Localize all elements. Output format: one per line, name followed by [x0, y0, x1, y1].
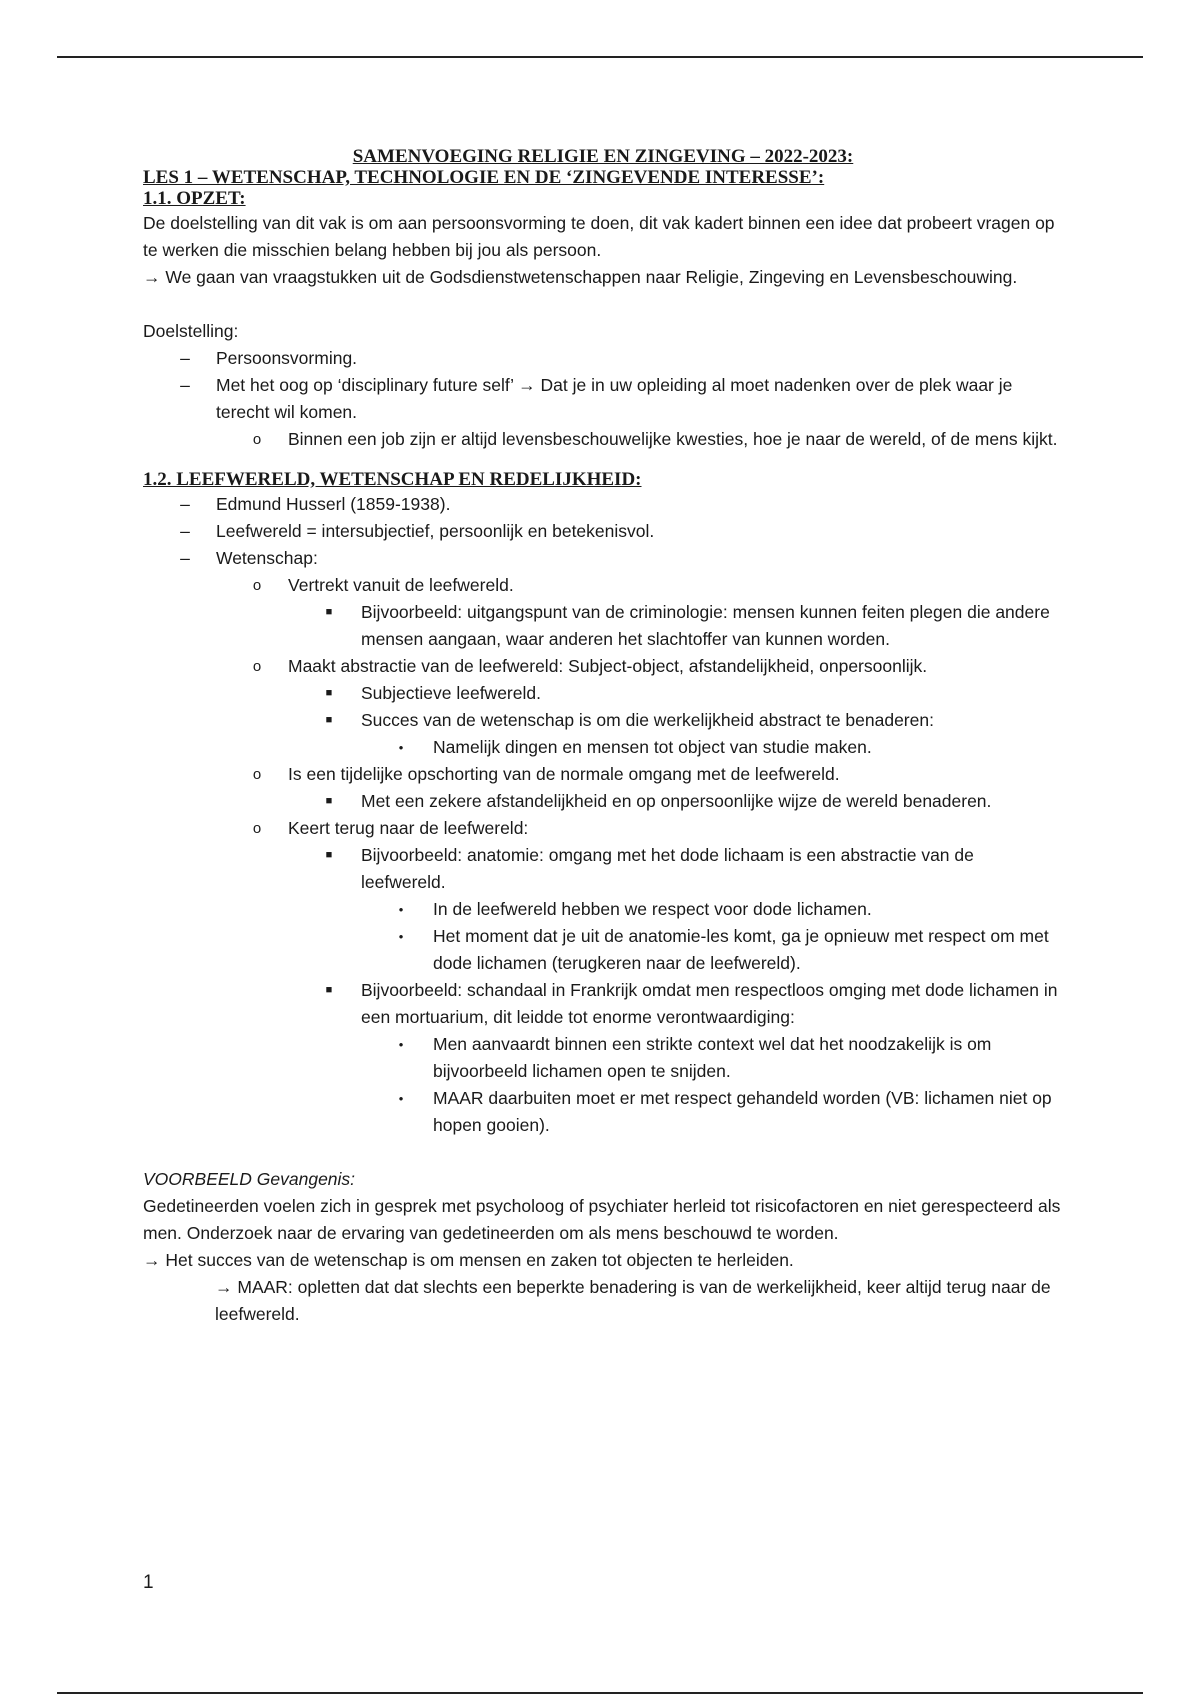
dash-bullet: –: [180, 375, 190, 395]
document-body: [143, 146, 1063, 1328]
example-label: VOORBEELD Gevangenis:: [143, 1169, 356, 1189]
list-item: • Het moment dat je uit de anatomie-les komt, ga je opnieuw met respect om met dode lichamen (terugkeren naar de leefwereld).: [143, 923, 1063, 977]
square-bullet: ■: [325, 687, 333, 699]
list-item: • In de leefwereld hebben we respect voor dode lichamen.: [143, 896, 1063, 923]
circle-bullet: o: [252, 766, 262, 783]
list-item: o Binnen een job zijn er altijd levensbeschouwelijke kwesties, hoe je naar de wereld, of de mens kijkt.: [143, 426, 1063, 453]
paragraph: → MAAR: opletten dat dat slechts een beperkte benadering is van de werkelijkheid, keer altijd terug naar de leefwereld.: [215, 1277, 1051, 1324]
list-item: ■ Met een zekere afstandelijkheid en op onpersoonlijke wijze de wereld benaderen.: [143, 788, 1063, 815]
list-item: – Edmund Husserl (1859-1938).: [143, 491, 1063, 518]
paragraph: → Het succes van de wetenschap is om mensen en zaken tot objecten te herleiden.: [143, 1250, 794, 1270]
dash-bullet: –: [180, 548, 190, 568]
page-top-rule: [57, 56, 1143, 58]
list-item: • MAAR daarbuiten moet er met respect gehandeld worden (VB: lichamen niet op hopen gooien).: [143, 1085, 1063, 1139]
lesson-heading: LES 1 – WETENSCHAP, TECHNOLOGIE EN DE ‘ZINGEVENDE INTERESSE’:: [143, 167, 825, 188]
square-bullet: ■: [325, 714, 333, 726]
paragraph: → We gaan van vraagstukken uit de Godsdienstwetenschappen naar Religie, Zingeving en Levensbeschouwing.: [143, 267, 1018, 287]
section-heading-1-2: 1.2. LEEFWERELD, WETENSCHAP EN REDELIJKHEID:: [143, 469, 642, 490]
dot-bullet: •: [398, 1037, 404, 1052]
dash-bullet: –: [180, 494, 190, 514]
document-title: SAMENVOEGING RELIGIE EN ZINGEVING – 2022-2023:: [352, 146, 854, 167]
circle-bullet: o: [252, 431, 262, 448]
list-item: o Maakt abstractie van de leefwereld: Subject-object, afstandelijkheid, onpersoonlijk.: [143, 653, 1063, 680]
list-item: o Keert terug naar de leefwereld:: [143, 815, 1063, 842]
list-item: • Namelijk dingen en mensen tot object van studie maken.: [143, 734, 1063, 761]
paragraph: De doelstelling van dit vak is om aan persoonsvorming te doen, dit vak kadert binnen een idee dat probeert vragen op te werken die misschien belang hebben bij jou als persoon.: [143, 213, 1055, 260]
doelstelling-label: Doelstelling:: [143, 321, 239, 341]
list-item: – Met het oog op ‘disciplinary future self’ → Dat je in uw opleiding al moet nadenken over de plek waar je terecht wil komen.: [143, 372, 1063, 426]
dash-bullet: –: [180, 348, 190, 368]
dash-bullet: –: [180, 521, 190, 541]
square-bullet: ■: [325, 849, 333, 861]
list-item: ■ Bijvoorbeeld: schandaal in Frankrijk omdat men respectloos omging met dode lichamen in een mortuarium, dit leidde tot enorme verontwaardiging:: [143, 977, 1063, 1031]
dot-bullet: •: [398, 902, 404, 917]
page-bottom-rule: [57, 1692, 1143, 1694]
list-item: ■ Bijvoorbeeld: anatomie: omgang met het dode lichaam is een abstractie van de leefwereld.: [143, 842, 1063, 896]
section-heading-1-1: 1.1. OPZET:: [143, 188, 246, 209]
list-item: – Wetenschap:: [143, 545, 1063, 572]
paragraph: Gedetineerden voelen zich in gesprek met psycholoog of psychiater herleid tot risicofactoren en niet gerespecteerd als men. Onderzoek naar de ervaring van gedetineerden om als mens beschouwd te worden.: [143, 1196, 1061, 1243]
dot-bullet: •: [398, 740, 404, 755]
list-item: • Men aanvaardt binnen een strikte context wel dat het noodzakelijk is om bijvoorbeeld lichamen open te snijden.: [143, 1031, 1063, 1085]
list-item: o Is een tijdelijke opschorting van de normale omgang met de leefwereld.: [143, 761, 1063, 788]
list-item: o Vertrekt vanuit de leefwereld.: [143, 572, 1063, 599]
square-bullet: ■: [325, 984, 333, 996]
circle-bullet: o: [252, 820, 262, 837]
list-item: – Persoonsvorming.: [143, 345, 1063, 372]
list-item: – Leefwereld = intersubjectief, persoonlijk en betekenisvol.: [143, 518, 1063, 545]
list-item: ■ Succes van de wetenschap is om die werkelijkheid abstract te benaderen:: [143, 707, 1063, 734]
circle-bullet: o: [252, 577, 262, 594]
dot-bullet: •: [398, 1091, 404, 1106]
circle-bullet: o: [252, 658, 262, 675]
list-item: ■ Subjectieve leefwereld.: [143, 680, 1063, 707]
page-number: 1: [143, 1572, 154, 1593]
dot-bullet: •: [398, 929, 404, 944]
square-bullet: ■: [325, 606, 333, 618]
list-item: ■ Bijvoorbeeld: uitgangspunt van de criminologie: mensen kunnen feiten plegen die andere mensen aangaan, waar anderen het slachtoffer van kunnen worden.: [143, 599, 1063, 653]
square-bullet: ■: [325, 795, 333, 807]
